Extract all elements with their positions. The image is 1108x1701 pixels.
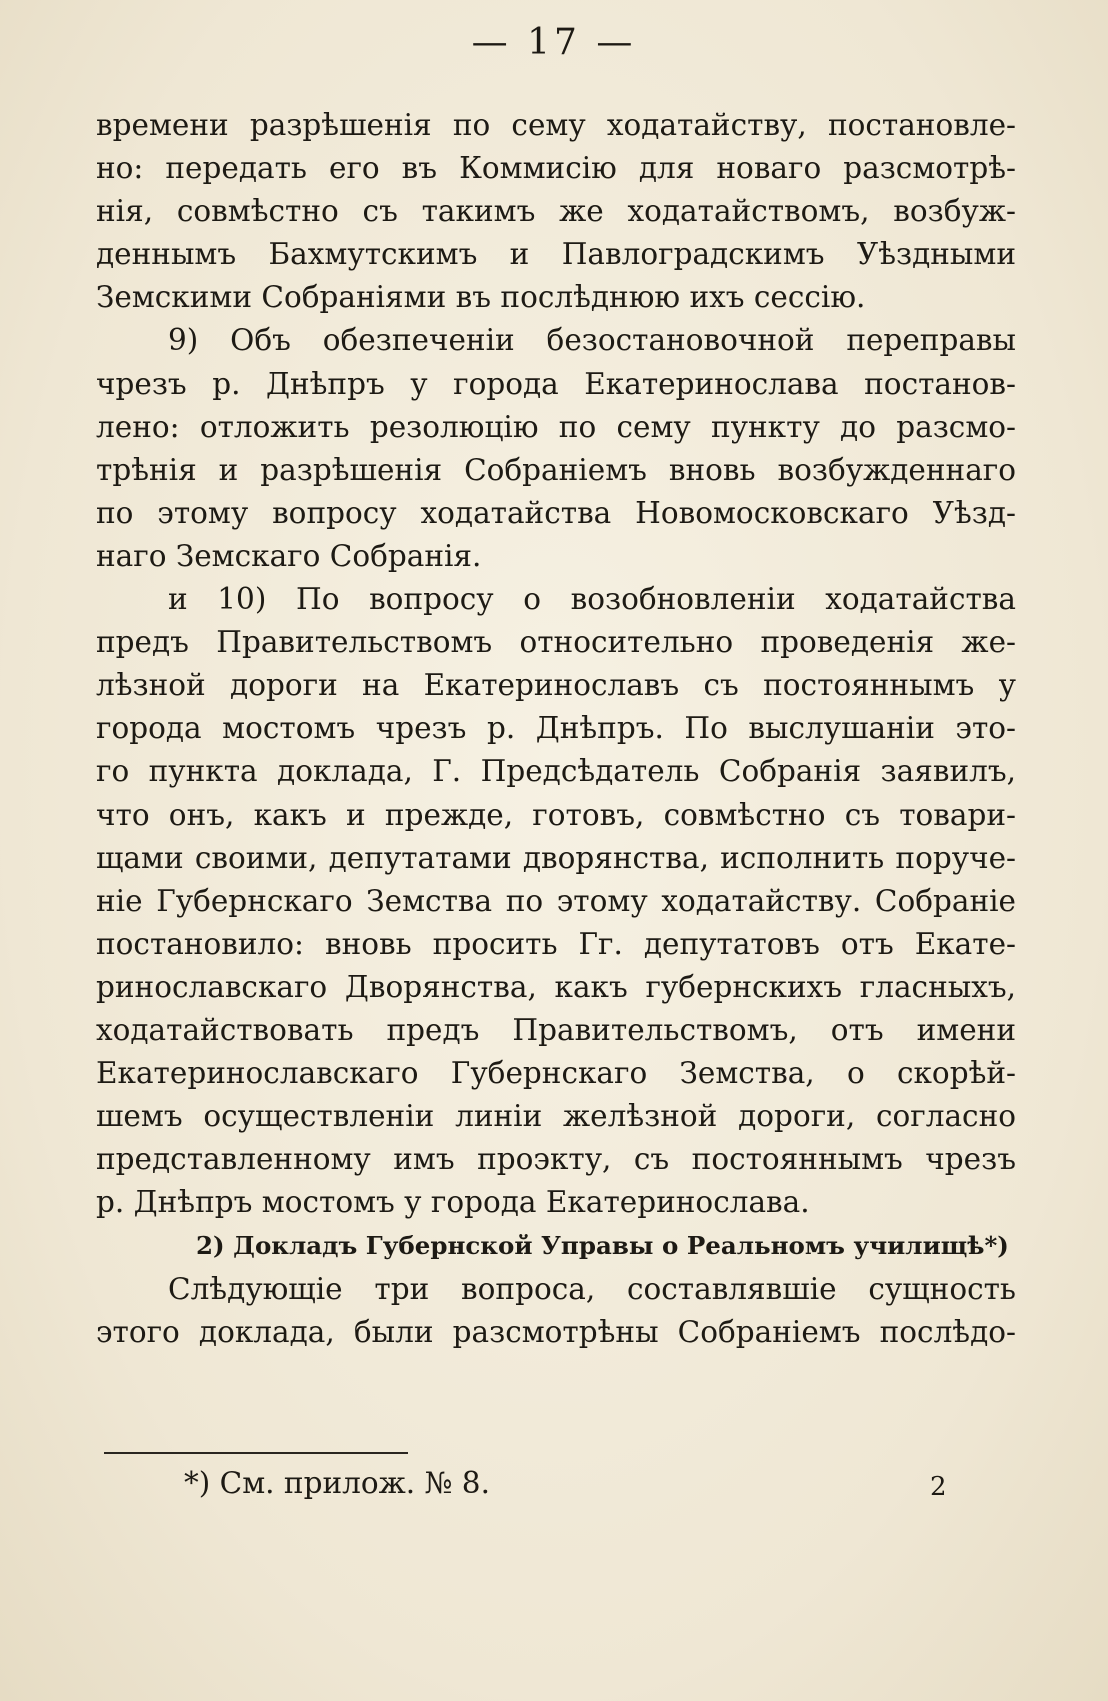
body-text (96, 104, 1016, 1354)
text-line: этого доклада, были разсмотрѣны Собраніемъ послѣдо- (96, 1314, 1016, 1349)
text-line: что онъ, какъ и прежде, готовъ, совмѣстно съ товари- (96, 797, 1016, 832)
text-line: 9) Объ обезпеченіи безостановочной переправы (168, 323, 1016, 358)
text-line: лѣзной дороги на Екатеринославъ съ постояннымъ у (96, 668, 1016, 703)
signature-mark: 2 (930, 1472, 947, 1502)
text-line: но: передать его въ Коммисію для новаго разсмотрѣ- (96, 151, 1016, 186)
footnote-rule (104, 1452, 408, 1454)
text-line: го пункта доклада, Г. Предсѣдатель Собранія заявилъ, (96, 754, 1016, 789)
text-line: шемъ осуществленіи линіи желѣзной дороги, согласно (96, 1099, 1016, 1134)
text-line: чрезъ р. Днѣпръ у города Екатеринослава постанов- (96, 366, 1016, 401)
text-line: Слѣдующіе три вопроса, составлявшіе сущность (168, 1271, 1016, 1306)
section-heading: 2) Докладъ Губернской Управы о Реальномъ училищѣ*) (196, 1231, 1009, 1261)
text-line: щами своими, депутатами дворянства, исполнить поруче- (96, 840, 1016, 875)
text-line: нія, совмѣстно съ такимъ же ходатайствомъ, возбуж- (96, 194, 1016, 229)
text-line: деннымъ Бахмутскимъ и Павлоградскимъ Уѣздными (96, 237, 1016, 272)
text-line: постановило: вновь просить Гг. депутатовъ отъ Екате- (96, 926, 1016, 961)
text-line: р. Днѣпръ мостомъ у города Екатеринослава. (96, 1185, 810, 1220)
text-line: наго Земскаго Собранія. (96, 538, 482, 573)
text-line: трѣнія и разрѣшенія Собраніемъ вновь возбужденнаго (96, 452, 1016, 487)
footnote: *) См. прилож. № 8. (184, 1466, 490, 1500)
text-line: и 10) По вопросу о возобновленіи ходатайства (168, 582, 1016, 617)
text-line: города мостомъ чрезъ р. Днѣпръ. По выслушаніи это- (96, 711, 1016, 746)
text-line: ходатайствовать предъ Правительствомъ, отъ имени (96, 1012, 1016, 1047)
page-number: — 17 — (471, 22, 637, 63)
text-line: по этому вопросу ходатайства Новомосковскаго Уѣзд- (96, 495, 1016, 530)
text-line: предъ Правительствомъ относительно проведенія же- (96, 625, 1016, 660)
text-line: ніе Губернскаго Земства по этому ходатайству. Собраніе (96, 883, 1016, 918)
text-line: лено: отложить резолюцію по сему пункту до разсмо- (96, 409, 1016, 444)
text-line: представленному имъ проэкту, съ постояннымъ чрезъ (96, 1142, 1016, 1177)
text-line: Земскими Собраніями въ послѣднюю ихъ сессію. (96, 280, 866, 315)
text-line: времени разрѣшенія по сему ходатайству, постановле- (96, 108, 1016, 142)
text-line: Екатеринославскаго Губернскаго Земства, о скорѣй- (96, 1056, 1016, 1091)
text-line: ринославскаго Дворянства, какъ губернскихъ гласныхъ, (96, 969, 1016, 1004)
